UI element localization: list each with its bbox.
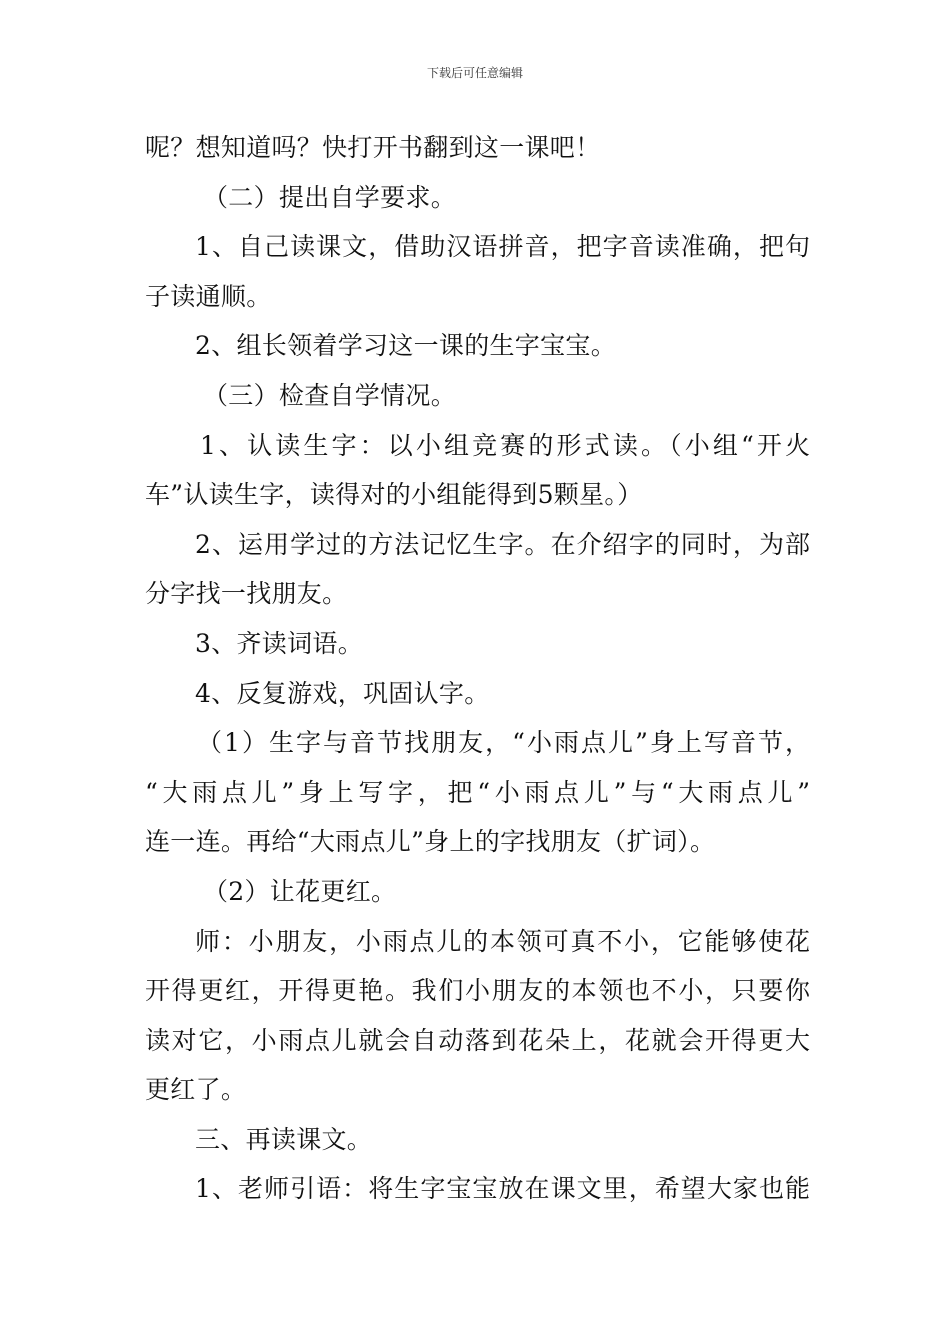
text-line: 读对它，小雨点儿就会自动落到花朵上，花就会开得更大 <box>145 1025 810 1055</box>
text-line: “大雨点儿”身上写字，把“小雨点儿”与“大雨点儿” <box>145 777 810 807</box>
text-line: 连一连。再给“大雨点儿”身上的字找朋友（扩词）。 <box>145 827 716 857</box>
section-heading: （三）检查自学情况。 <box>203 380 457 410</box>
text-line: 分字找一找朋友。 <box>145 579 348 609</box>
text-line: 师：小朋友，小雨点儿的本领可真不小，它能够使花 <box>195 926 810 956</box>
section-heading: （二）提出自学要求。 <box>203 182 457 212</box>
text-line: 子读通顺。 <box>145 281 272 311</box>
text-line: 更红了。 <box>145 1075 247 1105</box>
text-line: 4、反复游戏，巩固认字。 <box>195 678 490 708</box>
text-line: （1）生字与音节找朋友，“小雨点儿”身上写音节， <box>197 728 810 758</box>
text-line: 车”认读生字，读得对的小组能得到5颗星。） <box>145 480 643 510</box>
text-line: 1、自己读课文，借助汉语拼音，把字音读准确，把句 <box>195 232 810 262</box>
text-line: （2）让花更红。 <box>203 876 397 906</box>
text-line: 开得更红，开得更艳。我们小朋友的本领也不小，只要你 <box>145 976 810 1006</box>
text-line: 3、齐读词语。 <box>195 628 364 658</box>
text-line: 呢？想知道吗？快打开书翻到这一课吧！ <box>145 133 601 162</box>
text-line: 2、运用学过的方法记忆生字。在介绍字的同时，为部 <box>195 529 810 559</box>
text-line: 1、认读生字：以小组竞赛的形式读。（小组“开火 <box>200 430 810 460</box>
page-header: 下载后可任意编辑 <box>426 66 523 80</box>
text-line: 2、组长领着学习这一课的生字宝宝。 <box>195 331 617 361</box>
section-heading: 三、再读课文。 <box>195 1124 373 1154</box>
text-line: 1、老师引语：将生字宝宝放在课文里，希望大家也能 <box>195 1174 810 1204</box>
document-body <box>145 128 810 1219</box>
